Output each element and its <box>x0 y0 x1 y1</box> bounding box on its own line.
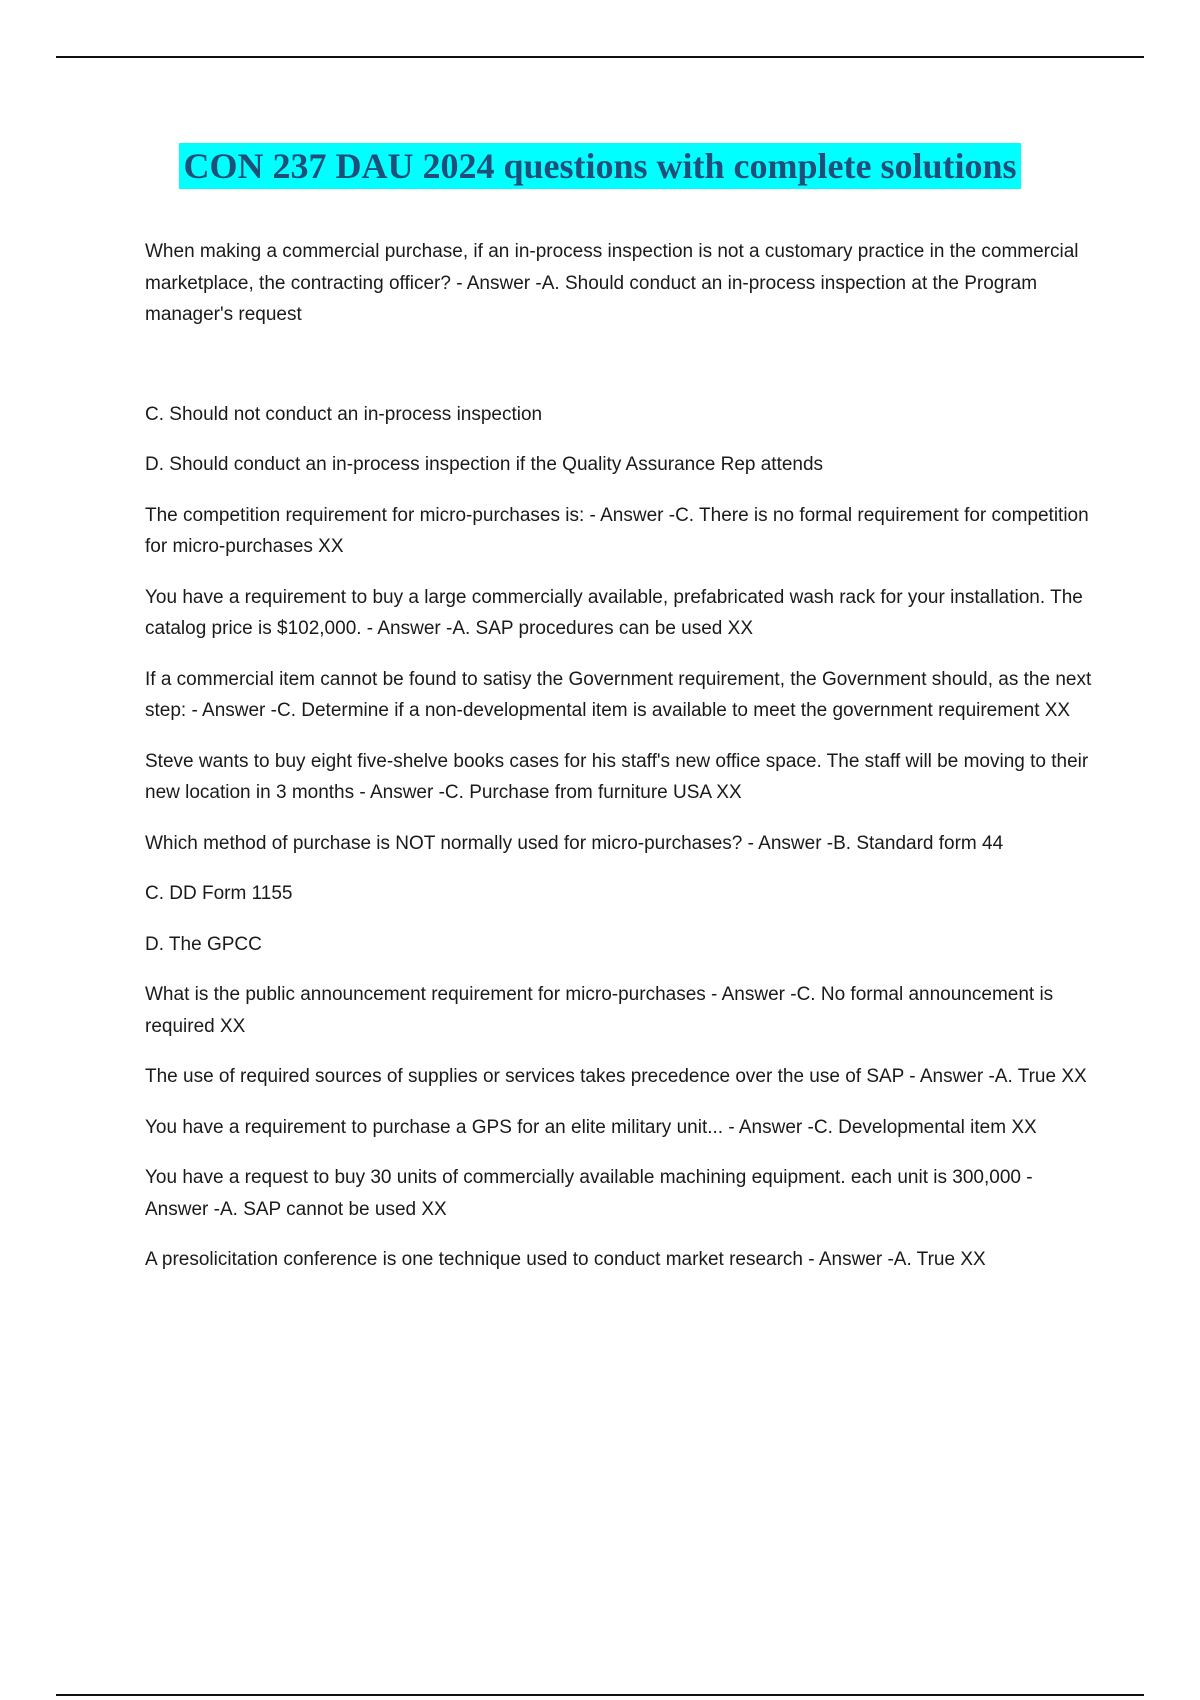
document-title: CON 237 DAU 2024 questions with complete solutions <box>179 143 1020 189</box>
paragraph: D. Should conduct an in-process inspection if the Quality Assurance Rep attends <box>145 454 824 475</box>
paragraph: When making a commercial purchase, if an in-process inspection is not a customary practice in the commercial marketplace, the contracting officer? - Answer -A. Should conduct an in-process inspection at the Program manager's request <box>145 241 1079 325</box>
bottom-rule <box>56 1694 1144 1696</box>
paragraph: You have a requirement to purchase a GPS for an elite military unit... - Answer -C. Developmental item XX <box>145 1116 1037 1138</box>
paragraph: The use of required sources of supplies or services takes precedence over the use of SAP - Answer -A. True XX <box>145 1066 1087 1087</box>
paragraph: D. The GPCC <box>145 933 262 955</box>
paragraph: Which method of purchase is NOT normally used for micro-purchases? - Answer -B. Standard form 44 <box>145 832 1004 854</box>
document-body <box>145 236 1095 1295</box>
paragraph: A presolicitation conference is one technique used to conduct market research - Answer -A. True XX <box>145 1249 986 1270</box>
paragraph: You have a request to buy 30 units of commercially available machining equipment. each unit is 300,000 - Answer -A. SAP cannot be used XX <box>145 1167 1033 1220</box>
paragraph: Steve wants to buy eight five-shelve books cases for his staff's new office space. The staff will be moving to their new location in 3 months - Answer -C. Purchase from furniture USA XX <box>145 750 1089 803</box>
paragraph: You have a requirement to buy a large commercially available, prefabricated wash rack for your installation. The catalog price is $102,000. - Answer -A. SAP procedures can be used XX <box>145 586 1083 639</box>
paragraph: The competition requirement for micro-purchases is: - Answer -C. There is no formal requirement for competition for micro-purchases XX <box>145 504 1089 557</box>
top-rule <box>56 56 1144 58</box>
title-block <box>0 143 1200 189</box>
paragraph: If a commercial item cannot be found to satisy the Government requirement, the Government should, as the next step: - Answer -C. Determine if a non-developmental item is available to meet the government requirement XX <box>145 668 1092 721</box>
paragraph: C. Should not conduct an in-process inspection <box>145 403 543 425</box>
paragraph: C. DD Form 1155 <box>145 883 293 904</box>
paragraph: What is the public announcement requirement for micro-purchases - Answer -C. No formal announcement is required XX <box>145 984 1054 1037</box>
